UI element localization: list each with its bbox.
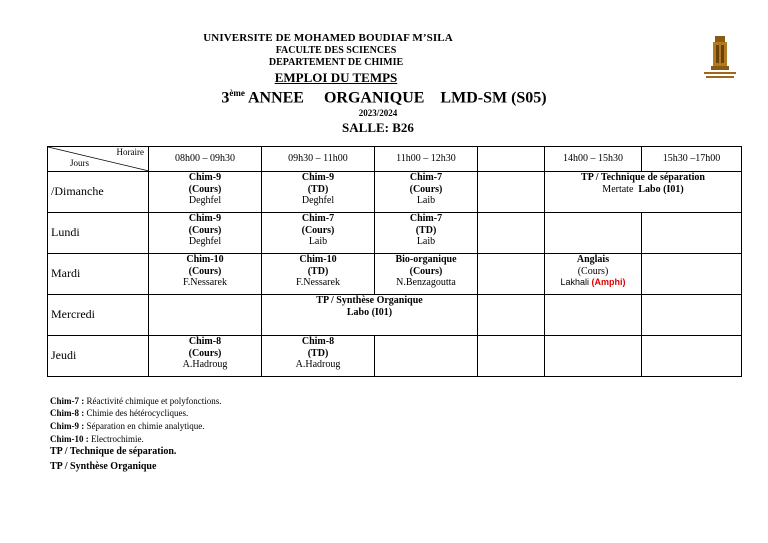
empty-cell [545,213,642,254]
empty-cell [642,213,742,254]
corner-horaire-label: Horaire [116,147,144,157]
university-name: UNIVERSITE DE MOHAMED BOUDIAF M’SILA [203,32,453,44]
session-cell: Chim-8 (TD) A.Hadroug [262,336,375,377]
day-name: Jeudi [48,336,149,377]
legend-item: Chim-9 : Séparation en chimie analytique. [50,421,205,431]
empty-cell [545,295,642,336]
slot-header: 11h00 – 12h30 [375,147,478,172]
session-cell: Chim-10 (TD) F.Nessarek [262,254,375,295]
empty-cell [149,295,262,336]
row-lundi [48,213,742,254]
empty-cell [545,336,642,377]
slot-header: 14h00 – 15h30 [545,147,642,172]
day-name: Mardi [48,254,149,295]
empty-cell [642,295,742,336]
session-cell: Chim-7 (Cours) Laib [262,213,375,254]
session-cell: Chim-8 (Cours) A.Hadroug [149,336,262,377]
session-cell: Chim-9 (Cours) Deghfel [149,172,262,213]
faculty-name: FACULTE DES SCIENCES [275,45,397,56]
day-name: Lundi [48,213,149,254]
empty-cell [478,172,545,213]
day-name: /Dimanche [48,172,149,213]
corner-cell [48,147,149,172]
academic-year: 2023/2024 [358,108,398,118]
schedule-title: EMPLOI DU TEMPS [274,70,398,85]
legend-tp: TP / Technique de séparation. [50,446,177,457]
room-label: SALLE: B26 [342,120,414,135]
empty-cell [642,336,742,377]
session-cell: Chim-10 (Cours) F.Nessarek [149,254,262,295]
timetable [47,146,742,377]
session-cell-tp: TP / Synthèse Organique Labo (I01) [262,295,478,336]
row-mardi [48,254,742,295]
slot-header-break [478,147,545,172]
session-cell: Chim-9 (TD) Deghfel [262,172,375,213]
corner-jours-label: Jours [70,158,90,168]
row-dimanche [48,172,742,213]
session-cell: Chim-7 (TD) Laib [375,213,478,254]
session-cell: Chim-9 (Cours) Deghfel [149,213,262,254]
empty-cell [478,254,545,295]
session-cell: Bio-organique (Cours) N.Benzagoutta [375,254,478,295]
legend-item: Chim-7 : Réactivité chimique et polyfonctions. [50,396,222,406]
session-cell: Anglais (Cours) Lakhali (Amphi) [545,254,642,295]
legend-item: Chim-8 : Chimie des hétérocycliques. [50,408,189,418]
session-cell: Chim-7 (Cours) Laib [375,172,478,213]
day-name: Mercredi [48,295,149,336]
row-jeudi [48,336,742,377]
legend-tp: TP / Synthèse Organique [50,461,157,472]
slot-header: 09h30 – 11h00 [262,147,375,172]
empty-cell [375,336,478,377]
session-cell-tp: TP / Technique de séparation Mertate Labo (I01) [545,172,742,213]
slot-header: 08h00 – 09h30 [149,147,262,172]
class-title: 3ème ANNEE ORGANIQUE LMD-SM (S05) [221,88,547,107]
empty-cell [642,254,742,295]
empty-cell [478,213,545,254]
empty-cell [478,295,545,336]
slot-header: 15h30 –17h00 [642,147,742,172]
empty-cell [478,336,545,377]
legend-item: Chim-10 : Electrochimie. [50,434,144,444]
row-mercredi [48,295,742,336]
university-logo [700,32,740,84]
department-name: DEPARTEMENT DE CHIMIE [268,57,404,68]
